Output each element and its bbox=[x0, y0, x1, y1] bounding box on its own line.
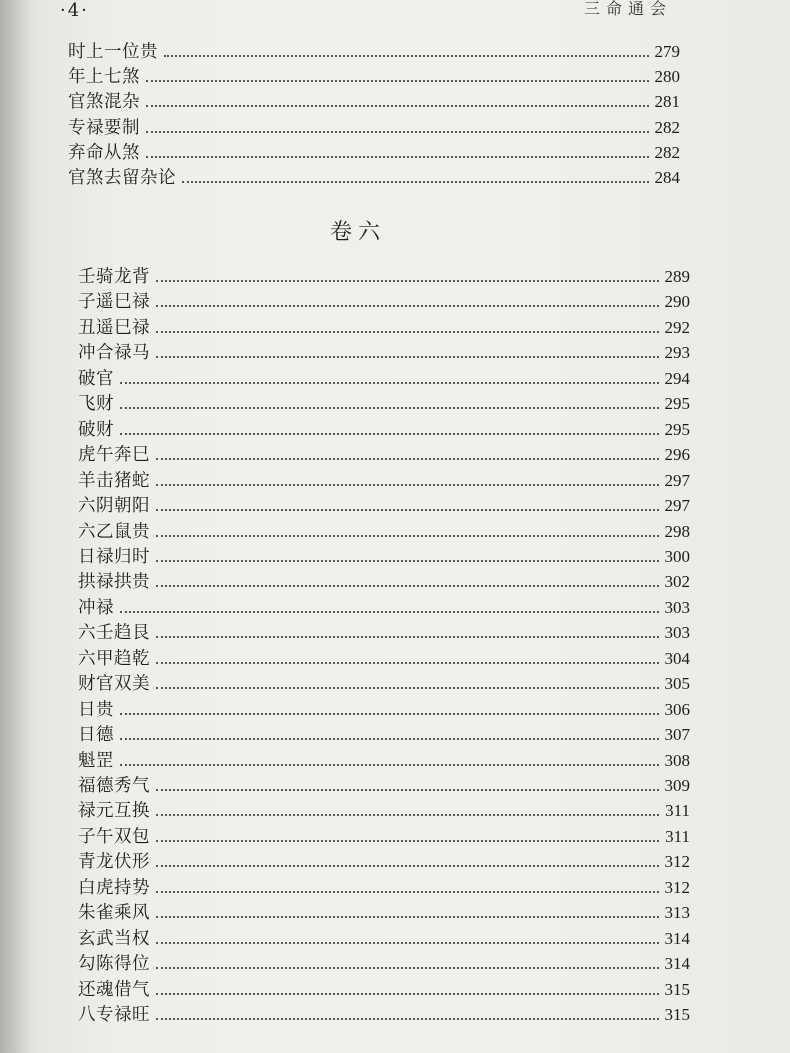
dot-leader bbox=[120, 738, 659, 740]
toc-entry-page: 302 bbox=[664, 572, 690, 592]
dot-leader bbox=[156, 942, 659, 944]
toc-entry-title: 虎午奔巳 bbox=[78, 445, 150, 466]
toc-entry-page: 311 bbox=[665, 826, 690, 846]
toc-entry-title: 丑遥巳禄 bbox=[78, 317, 150, 338]
dot-leader bbox=[156, 305, 659, 307]
dot-leader bbox=[146, 105, 649, 107]
dot-leader bbox=[156, 814, 659, 816]
toc-entry bbox=[78, 772, 690, 797]
dot-leader bbox=[156, 535, 659, 537]
toc-entry-title: 官煞去留杂论 bbox=[68, 168, 176, 188]
toc-entry-title: 六阴朝阳 bbox=[78, 496, 150, 517]
dot-leader bbox=[156, 687, 659, 689]
toc-entry-page: 306 bbox=[664, 699, 690, 719]
toc-entry-title: 子午双包 bbox=[78, 826, 150, 847]
toc-entry-title: 福德秀气 bbox=[78, 776, 150, 796]
toc-entry-page: 315 bbox=[664, 1005, 690, 1025]
toc-entry-title: 八专禄旺 bbox=[78, 1005, 150, 1026]
toc-entry bbox=[78, 492, 690, 517]
toc-entry-page: 314 bbox=[664, 954, 690, 974]
toc-entry-page: 279 bbox=[654, 42, 680, 61]
toc-entry-title: 朱雀乘风 bbox=[78, 903, 150, 924]
toc-entry bbox=[78, 797, 690, 822]
toc-entry-page: 296 bbox=[664, 445, 690, 465]
toc-entry-page: 313 bbox=[664, 903, 690, 923]
toc-entry-page: 314 bbox=[664, 928, 690, 948]
toc-entry bbox=[78, 925, 690, 950]
toc-entry bbox=[78, 314, 690, 339]
toc-entry-title: 飞财 bbox=[78, 394, 114, 415]
dot-leader bbox=[120, 611, 659, 613]
dot-leader bbox=[164, 55, 649, 57]
dot-leader bbox=[156, 280, 659, 282]
toc-entry-title: 破财 bbox=[78, 419, 114, 440]
toc-entry bbox=[78, 365, 690, 390]
toc-entry bbox=[68, 63, 680, 88]
toc-entry-page: 295 bbox=[664, 394, 690, 414]
toc-entry-title: 羊击猪蛇 bbox=[78, 470, 150, 491]
dot-leader bbox=[156, 484, 659, 486]
section-heading: 卷六 bbox=[330, 220, 387, 245]
toc-entry bbox=[78, 390, 690, 415]
dot-leader bbox=[156, 585, 659, 587]
toc-entry bbox=[78, 899, 690, 924]
toc-entry-title: 拱禄拱贵 bbox=[78, 572, 150, 593]
running-head: 三命通会 bbox=[583, 0, 672, 18]
toc-entry-page: 280 bbox=[654, 67, 680, 87]
toc-entry bbox=[68, 114, 680, 139]
dot-leader bbox=[120, 764, 659, 766]
toc-entry bbox=[78, 645, 690, 670]
toc-entry-page: 303 bbox=[664, 623, 690, 643]
toc-entry-page: 284 bbox=[654, 168, 680, 187]
toc-entry bbox=[78, 747, 690, 772]
toc-entry bbox=[78, 467, 690, 492]
toc-entry bbox=[78, 263, 690, 288]
toc-entry bbox=[78, 441, 690, 466]
toc-entry bbox=[68, 139, 680, 164]
dot-leader bbox=[156, 1018, 659, 1020]
dot-leader bbox=[156, 967, 659, 969]
toc-entry bbox=[78, 848, 690, 873]
dot-leader bbox=[156, 840, 659, 842]
toc-entry bbox=[68, 164, 680, 189]
toc-entry-title: 白虎持势 bbox=[78, 877, 150, 898]
toc-entry-title: 六壬趋艮 bbox=[78, 623, 150, 644]
toc-entry-title: 壬骑龙背 bbox=[78, 267, 150, 287]
toc-entry-page: 297 bbox=[664, 470, 690, 490]
toc-entry-title: 六乙鼠贵 bbox=[78, 521, 150, 542]
toc-entry-title: 日禄归时 bbox=[78, 546, 150, 567]
dot-leader bbox=[146, 80, 649, 82]
dot-leader bbox=[156, 789, 659, 791]
dot-leader bbox=[156, 356, 659, 358]
dot-leader bbox=[156, 662, 659, 664]
toc-entry-title: 冲禄 bbox=[78, 597, 114, 618]
dot-leader bbox=[120, 407, 659, 409]
toc-entry-title: 禄元互换 bbox=[78, 801, 150, 822]
toc-entry bbox=[78, 416, 690, 441]
toc-entry-page: 311 bbox=[665, 801, 690, 821]
toc-entry-page: 312 bbox=[664, 852, 690, 872]
toc-entry bbox=[68, 38, 680, 63]
toc-entry-title: 青龙伏形 bbox=[78, 852, 150, 873]
toc-entry-page: 304 bbox=[664, 648, 690, 668]
toc-entry-page: 309 bbox=[664, 776, 690, 795]
toc-entry-page: 289 bbox=[664, 267, 690, 286]
toc-entry-page: 315 bbox=[664, 979, 690, 999]
page-number: ·4· bbox=[60, 0, 89, 21]
toc-entry bbox=[78, 696, 690, 721]
toc-entry bbox=[78, 823, 690, 848]
toc-entry bbox=[78, 543, 690, 568]
toc-entry bbox=[78, 288, 690, 313]
dot-leader bbox=[156, 509, 659, 511]
dot-leader bbox=[156, 993, 659, 995]
toc-entry-title: 玄武当权 bbox=[78, 928, 150, 949]
toc-entry-title: 勾陈得位 bbox=[78, 954, 150, 975]
toc-entry-page: 307 bbox=[664, 725, 690, 745]
toc-entry-page: 294 bbox=[664, 368, 690, 388]
toc-entry bbox=[78, 619, 690, 644]
toc-entry bbox=[68, 88, 680, 113]
toc-entry-title: 官煞混杂 bbox=[68, 92, 140, 113]
toc-entry-title: 破官 bbox=[78, 368, 114, 389]
dot-leader bbox=[156, 458, 659, 460]
toc-entry bbox=[78, 1001, 690, 1026]
toc-entry-page: 293 bbox=[664, 343, 690, 363]
toc-entry-page: 300 bbox=[664, 546, 690, 566]
dot-leader bbox=[156, 916, 659, 918]
toc-entry-title: 财官双美 bbox=[78, 674, 150, 695]
toc-entry bbox=[78, 518, 690, 543]
toc-entry bbox=[78, 976, 690, 1001]
toc-entry-title: 冲合禄马 bbox=[78, 343, 150, 364]
toc-entry bbox=[78, 568, 690, 593]
toc-entry-page: 305 bbox=[664, 674, 690, 694]
toc-entry-page: 282 bbox=[654, 117, 680, 137]
toc-entry bbox=[78, 950, 690, 975]
dot-leader bbox=[156, 891, 659, 893]
toc-entry-page: 303 bbox=[664, 597, 690, 617]
toc-entry-title: 年上七煞 bbox=[68, 67, 140, 88]
toc-entry-page: 292 bbox=[664, 317, 690, 337]
toc-entry-title: 时上一位贵 bbox=[68, 42, 158, 62]
toc-entry-title: 日德 bbox=[78, 725, 114, 746]
toc-entry bbox=[78, 594, 690, 619]
dot-leader bbox=[146, 131, 649, 133]
toc-entry-page: 308 bbox=[664, 750, 690, 770]
page-edge-shadow bbox=[0, 0, 30, 1053]
toc-entry-page: 298 bbox=[664, 521, 690, 541]
toc-entry-page: 297 bbox=[664, 496, 690, 516]
toc-entry-title: 子遥巳禄 bbox=[78, 292, 150, 313]
toc-entry-page: 290 bbox=[664, 292, 690, 312]
dot-leader bbox=[156, 331, 659, 333]
toc-entry-page: 295 bbox=[664, 419, 690, 439]
toc-entry-title: 还魂借气 bbox=[78, 979, 150, 1000]
dot-leader bbox=[156, 865, 659, 867]
toc-entry-title: 专禄要制 bbox=[68, 117, 140, 138]
toc-entry-title: 弃命从煞 bbox=[68, 142, 140, 163]
toc-entry-page: 281 bbox=[654, 92, 680, 112]
dot-leader bbox=[120, 382, 659, 384]
page-header bbox=[0, 0, 790, 22]
dot-leader bbox=[156, 560, 659, 562]
dot-leader bbox=[120, 713, 659, 715]
toc-entry bbox=[78, 339, 690, 364]
toc-entry bbox=[78, 721, 690, 746]
toc-entry bbox=[78, 874, 690, 899]
dot-leader bbox=[156, 636, 659, 638]
toc-entry-title: 日贵 bbox=[78, 699, 114, 720]
toc-entry-title: 魁罡 bbox=[78, 750, 114, 771]
toc-entry-page: 312 bbox=[664, 877, 690, 897]
dot-leader bbox=[120, 433, 659, 435]
toc-entry-title: 六甲趋乾 bbox=[78, 648, 150, 669]
dot-leader bbox=[146, 156, 649, 158]
dot-leader bbox=[182, 181, 649, 183]
toc-entry bbox=[78, 670, 690, 695]
toc-entry-page: 282 bbox=[654, 142, 680, 162]
